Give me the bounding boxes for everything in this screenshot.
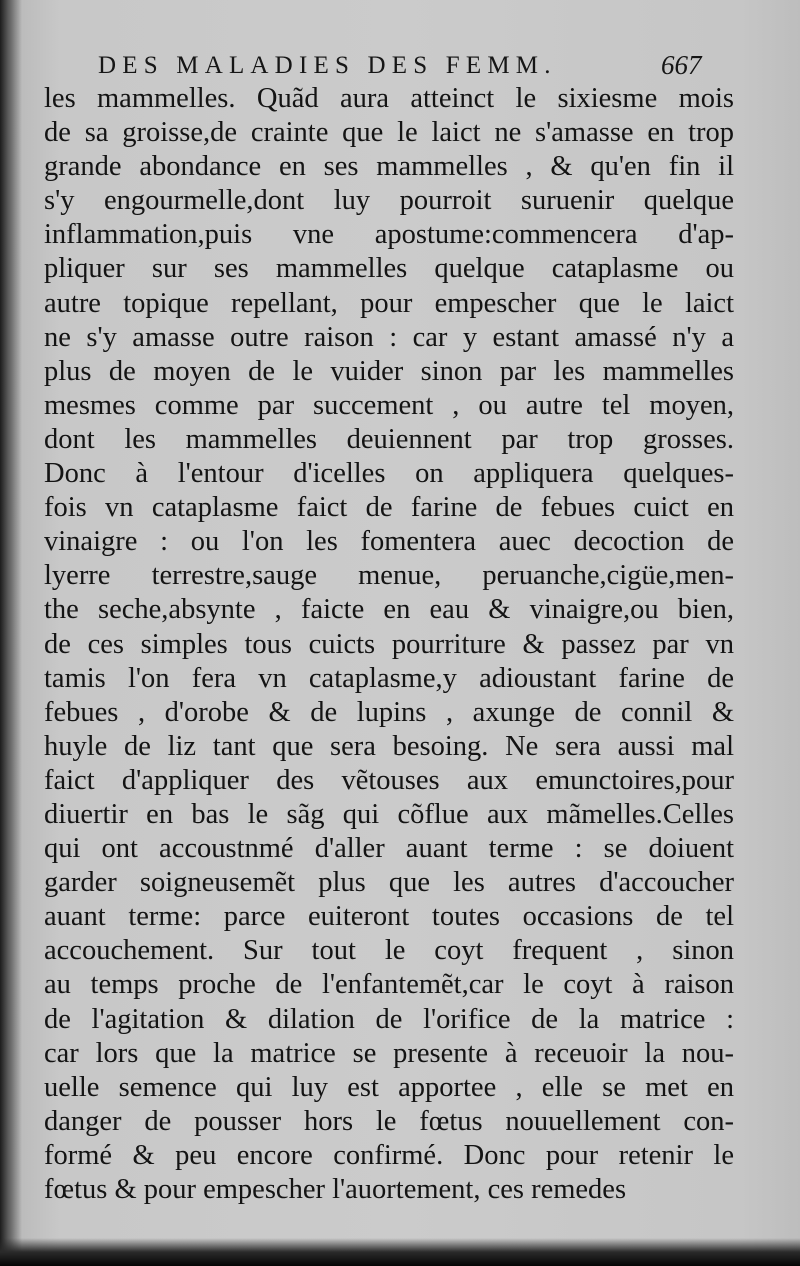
text-line: car lors que la matrice se presente à receuoir la nou-	[44, 1037, 734, 1069]
text-line: ne s'y amasse outre raison : car y estant amassé n'y a	[44, 321, 734, 353]
text-line: de ces simples tous cuicts pourriture & passez par vn	[44, 628, 734, 660]
text-line: lyerre terrestre,sauge menue, peruanche,cigüe,men-	[44, 560, 734, 592]
text-line: febues , d'orobe & de lupins , axunge de connil &	[44, 696, 734, 728]
text-line: huyle de liz tant que sera besoing. Ne sera aussi mal	[44, 730, 734, 762]
bottom-edge-shadow	[0, 1238, 800, 1266]
text-line: les mammelles. Quãd aura atteinct le sixiesme mois	[44, 83, 734, 114]
text-line: fois vn cataplasme faict de farine de febues cuict en	[44, 492, 734, 524]
text-line: uelle semence qui luy est apportee , elle se met en	[44, 1071, 734, 1103]
text-line: accouchement. Sur tout le coyt frequent , sinon	[44, 935, 734, 967]
text-line: vinaigre : ou l'on les fomentera auec decoction de	[44, 526, 734, 558]
text-line: the seche,absynte , faicte en eau & vinaigre,ou bien,	[44, 594, 734, 626]
text-line: grande abondance en ses mammelles , & qu'en fin il	[44, 151, 734, 183]
text-line: danger de pousser hors le fœtus nouuellement con-	[44, 1105, 734, 1137]
text-line: formé & peu encore confirmé. Donc pour retenir le	[44, 1139, 734, 1171]
text-line: garder soigneusemẽt plus que les autres d'accoucher	[44, 867, 734, 899]
body-text	[44, 82, 734, 1207]
text-line: de sa groisse,de crainte que le laict ne s'amasse en trop	[44, 117, 734, 149]
text-line: tamis l'on fera vn cataplasme,y adioustant farine de	[44, 662, 734, 694]
text-line: Donc à l'entour d'icelles on appliquera quelques-	[44, 458, 734, 490]
text-line: plus de moyen de le vuider sinon par les mammelles	[44, 355, 734, 387]
page-number: 667	[661, 50, 702, 80]
text-line: dont les mammelles deuiennent par trop grosses.	[44, 423, 734, 455]
text-line: diuertir en bas le sãg qui cõflue aux mãmelles.Celles	[44, 798, 734, 830]
running-head-title: DES MALADIES DES FEMM.	[98, 52, 557, 79]
text-line: mesmes comme par succement , ou autre tel moyen,	[44, 389, 734, 421]
text-line: de l'agitation & dilation de l'orifice de la matrice :	[44, 1003, 734, 1035]
text-line: qui ont accoustnmé d'aller auant terme : se doiuent	[44, 833, 734, 865]
text-line: fœtus & pour empescher l'auortement, ces remedes	[44, 1174, 627, 1205]
gutter-shadow	[0, 0, 22, 1266]
text-line: s'y engourmelle,dont luy pourroit suruenir quelque	[44, 185, 734, 217]
text-line: faict d'appliquer des vẽtouses aux emunctoires,pour	[44, 764, 734, 796]
text-line: inflammation,puis vne apostume:commencera d'ap-	[44, 219, 734, 251]
text-line: auant terme: parce euiteront toutes occasions de tel	[44, 901, 734, 933]
text-line: autre topique repellant, pour empescher que le laict	[44, 287, 734, 319]
text-line: pliquer sur ses mammelles quelque cataplasme ou	[44, 253, 734, 285]
text-line: au temps proche de l'enfantemẽt,car le coyt à raison	[44, 969, 734, 1001]
